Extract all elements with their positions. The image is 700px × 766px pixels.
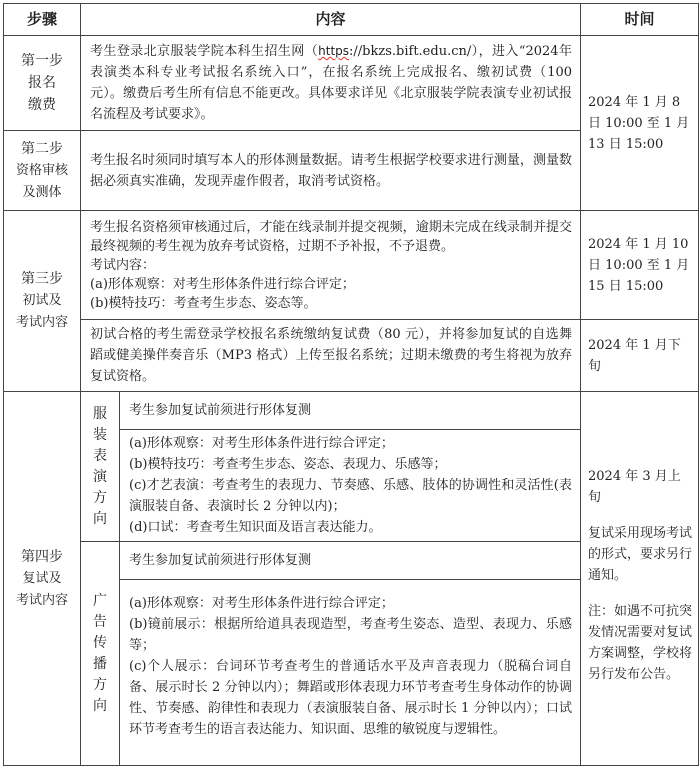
step-1-label — [4, 36, 81, 131]
direction-char: 装 — [93, 426, 107, 443]
direction-char: 演 — [93, 468, 107, 485]
direction-char: 方 — [93, 489, 107, 506]
step-4-line-2: 复试及 — [22, 570, 62, 586]
direction-char: 广 — [93, 592, 107, 609]
direction-char: 播 — [93, 655, 107, 672]
step-3-line-3: 考试内容 — [15, 315, 68, 330]
step-3-item-a: (a)形体观察：对考生形体条件进行综合评定； — [90, 276, 355, 292]
step-1-line-3: 缴费 — [28, 97, 56, 113]
step-1-text-prefix: 考生登录北京服装学院本科生招生网（ — [90, 44, 319, 59]
fashion-item-c: (c)才艺表演：考查考生的表现力、节奏感、乐感、肢体的协调性和灵活性(表演服装自备、表演时长 2 分钟以内)； — [129, 478, 573, 514]
table-row-step-4-fashion-pretest — [4, 392, 699, 430]
step-2-line-1: 第二步 — [21, 140, 63, 157]
direction-char: 向 — [93, 510, 107, 527]
spacer — [588, 586, 692, 601]
ad-exam-items — [120, 580, 581, 766]
fashion-item-b: (b)模特技巧：考查考生步态、姿态、表现力、乐感等； — [129, 457, 447, 472]
step-2-content: 考生报名时须同时填写本人的形体测量数据。请考生根据学校要求进行测量，测量数据必须真实准确，发现弄虚作假者，取消考试资格。 — [81, 131, 581, 211]
step-3-label — [4, 211, 81, 392]
step-1-2-time — [581, 36, 699, 211]
ad-item-a: (a)形体观察：对考生形体条件进行综合评定； — [129, 596, 394, 611]
admissions-site-link[interactable]: https — [318, 44, 350, 58]
direction-char: 告 — [93, 613, 107, 630]
admission-schedule-table — [3, 3, 699, 766]
step-3-exam-label: 考试内容： — [90, 257, 156, 273]
step-3-line-2: 初试及 — [22, 293, 62, 308]
step-4-format-note: 复试采用现场考试的形式，要求另行通知。 — [588, 526, 693, 583]
direction-fashion-performance — [81, 392, 120, 542]
header-time: 时间 — [581, 4, 699, 36]
step-3-content — [81, 211, 581, 320]
step-3-time: 2024 年 1 月 10 日 10:00 至 1 月 15 日 15:00 — [581, 211, 699, 320]
step-4-force-majeure-note: 注：如遇不可抗突发情况需要对复试方案调整，学校将另行发布公告。 — [588, 604, 693, 682]
step-4-line-3: 考试内容 — [15, 592, 68, 608]
direction-char: 表 — [93, 447, 107, 464]
direction-char: 向 — [93, 697, 107, 714]
direction-char: 方 — [93, 676, 107, 693]
step-1-line-2: 报名 — [28, 75, 56, 91]
fashion-item-a: (a)形体观察：对考生形体条件进行综合评定； — [129, 436, 394, 451]
step-3-retest-time: 2024 年 1 月下旬 — [581, 320, 699, 392]
step-1-content — [81, 36, 581, 131]
step-2-line-3: 及测体 — [22, 184, 62, 200]
table-row-step-3b — [4, 320, 699, 392]
step-3-item-b: (b)模特技巧：考查考生步态、姿态等。 — [90, 295, 317, 311]
ad-item-c: (c)个人展示：台词环节考查考生的普通话水平及声音表现力（脱稿台词自备、展示时长 2 分钟以内）；舞蹈或形体表现力环节考查考生身体动作的协调性、节奏感、韵律性和表现力（表演服装自备、展示时长 1 分钟以内）；口试环节考查考生的语言表达能力、知识面、思维的敏锐度与逻辑性。 — [129, 659, 573, 737]
header-content: 内容 — [81, 4, 581, 36]
fashion-item-d: (d)口试：考查考生知识面及语言表达能力。 — [129, 520, 382, 535]
table-row-step-1 — [4, 36, 699, 131]
header-row — [4, 4, 699, 36]
step-4-date: 2024 年 3 月上旬 — [588, 469, 681, 505]
step-4-line-1: 第四步 — [21, 548, 63, 565]
step-4-time — [581, 392, 699, 766]
fashion-exam-items — [120, 430, 581, 542]
step-1-line-1: 第一步 — [21, 53, 63, 69]
ad-item-b: (b)镜前展示：根据所给道具表现造型，考查考生姿态、造型、表现力、乐感等； — [129, 617, 573, 653]
spacer — [588, 508, 692, 523]
direction-char: 服 — [93, 405, 107, 422]
step-1-text-rest: ://bkzs.bift.edu.cn/），进入“2024年表演类本科专业考试报名系统入口”，在报名系统上完成报名、缴初试费（100 元）。缴费后考生所有信息不能更改。具体要求详见《北京服装学院表演专业初试报名流程及考试要求》。 — [90, 44, 573, 122]
header-step: 步骤 — [4, 4, 81, 36]
step-3-retest-fee: 初试合格的考生需登录学校报名系统缴纳复试费（80 元），并将参加复试的自选舞蹈或健美操伴奏音乐（MP3 格式）上传至报名系统；过期未缴费的考生将视为放弃复试资格。 — [81, 320, 581, 392]
step-1-2-time-text: 2024 年 1 月 8 日 10:00 至 1 月 13 日 15:00 — [588, 94, 690, 152]
direction-advertising — [81, 542, 120, 766]
fashion-pretest-note: 考生参加复试前须进行形体复测 — [120, 392, 581, 430]
table-row-step-3a — [4, 211, 699, 320]
step-3-paragraph: 考生报名资格须审核通过后，才能在线录制并提交视频，逾期未完成在线录制并提交最终视频的考生视为放弃考试资格，过期不予补报，不予退费。 — [90, 219, 573, 254]
step-3-line-1: 第三步 — [21, 271, 63, 287]
ad-pretest-note: 考生参加复试前须进行形体复测 — [120, 542, 581, 580]
step-4-label — [4, 392, 81, 766]
step-2-label — [4, 131, 81, 211]
step-2-line-2: 资格审核 — [15, 162, 68, 178]
direction-char: 传 — [93, 634, 107, 651]
